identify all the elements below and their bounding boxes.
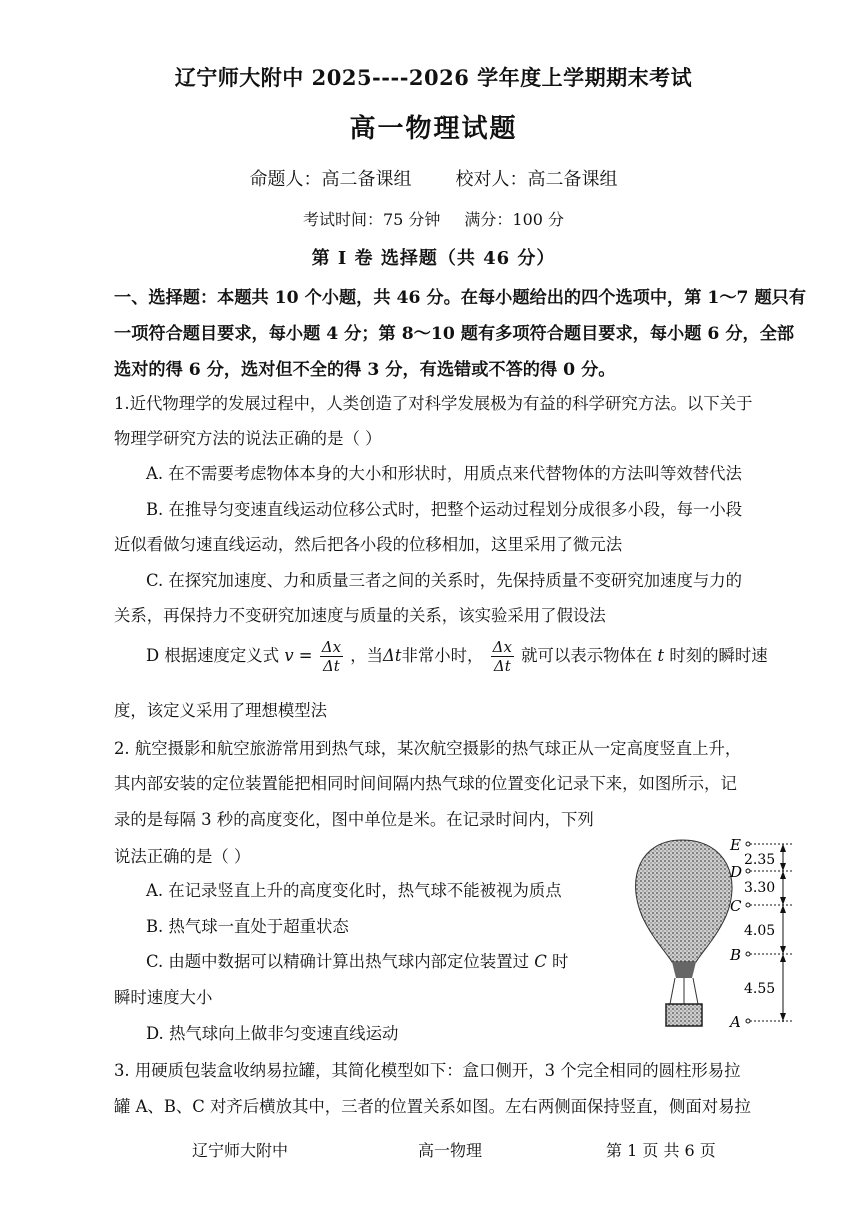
q2-option-d: D. 热气球向上做非匀变速直线运动: [146, 1024, 399, 1043]
q1-d-suffix1: 就可以表示物体在: [521, 646, 653, 665]
balloon-figure: [620, 828, 810, 1038]
q1-d-mid: ，当: [350, 646, 384, 665]
instruction-line: 选对的得 6 分，选对但不全的得 3 分，有选错或不答的得 0 分。: [114, 360, 616, 380]
q2-option-c-line-1: [146, 948, 568, 972]
fraction-denominator: Δt: [493, 657, 511, 675]
q1-option-d-line-1: [146, 638, 768, 675]
exam-info-line: [0, 207, 867, 230]
fraction-numerator: Δx: [492, 638, 512, 656]
footer-school: 辽宁师大附中: [192, 1141, 289, 1160]
q1-d-suffix2: 时刻的瞬时速: [669, 646, 768, 665]
q3-stem-line-2: 罐 A、B、C 对齐后横放其中，三者的位置关系如图。左右两侧面保持竖直，侧面对易拉: [114, 1097, 751, 1116]
point-label: A: [730, 1013, 741, 1031]
velocity-fraction: [320, 638, 343, 675]
checker-text: 校对人：高二备课组: [455, 169, 618, 190]
section-instructions: [114, 280, 814, 388]
q3-stem-line-1: 3. 用硬质包装盒收纳易拉罐，其简化模型如下：盒口侧开，3 个完全相同的圆柱形易拉: [114, 1061, 741, 1080]
author-line: [0, 165, 867, 191]
exam-score-text: 满分：100 分: [464, 210, 565, 229]
exam-time-text: 考试时间：75 分钟: [302, 210, 441, 229]
fraction-denominator: Δt: [322, 657, 340, 675]
volume-heading: 第 Ⅰ 卷 选择题（共 46 分）: [311, 248, 556, 269]
segment-labels: [744, 852, 775, 997]
ratio-fraction: [491, 638, 514, 675]
fraction-numerator: Δx: [321, 638, 342, 656]
point-label: B: [730, 946, 742, 964]
hot-air-balloon: [636, 840, 733, 1026]
q2-c-pre: C. 由题中数据可以精确计算出热气球内部定位装置过: [146, 952, 535, 971]
q2-stem-line-2: 其内部安装的定位装置能把相同时间间隔内热气球的位置变化记录下来，如图所示，记: [114, 774, 737, 793]
q1-option-c-line-2: 关系，再保持力不变研究加速度与质量的关系，该实验采用了假设法: [114, 606, 606, 625]
point-label: C: [730, 897, 742, 915]
delta-t-symbol: Δt: [383, 646, 402, 665]
exam-title: 辽宁师大附中 2025----2026 学年度上学期期末考试: [174, 65, 693, 90]
velocity-symbol: v =: [284, 646, 313, 665]
segment-length: 3.30: [744, 880, 776, 896]
q2-option-c-line-2: 瞬时速度大小: [114, 988, 213, 1007]
footer-page: 第 1 页 共 6 页: [606, 1141, 716, 1160]
time-symbol: t: [657, 646, 665, 665]
instruction-line: 一、选择题：本题共 10 个小题，共 46 分。在每小题给出的四个选项中，第 1～7 题只有: [114, 288, 807, 308]
q2-stem-line-4: 说法正确的是（ ）: [114, 847, 251, 866]
exam-subtitle: 高一物理试题: [349, 114, 518, 144]
segment-length: 2.35: [744, 852, 776, 868]
instruction-line: 一项符合题目要求，每小题 4 分；第 8～10 题有多项符合题目要求，每小题 6 分，全部: [114, 324, 795, 344]
q1-stem-line-2: 物理学研究方法的说法正确的是（ ）: [114, 429, 382, 448]
q2-stem-line-3: 录的是每隔 3 秒的高度变化，图中单位是米。在记录时间内，下列: [114, 810, 594, 829]
q2-stem-line-1: 2. 航空摄影和航空旅游常用到热气球，某次航空摄影的热气球正从一定高度竖直上升，: [114, 739, 742, 758]
q1-option-c-line-1: C. 在探究加速度、力和质量三者之间的关系时，先保持质量不变研究加速度与力的: [146, 571, 743, 590]
point-label: D: [730, 863, 743, 881]
q1-option-a: A. 在不需要考虑物体本身的大小和形状时，用质点来代替物体的方法叫等效替代法: [146, 464, 742, 483]
q1-option-d-line-2: 度，该定义采用了理想模型法: [114, 701, 328, 720]
q2-option-a: A. 在记录竖直上升的高度变化时，热气球不能被视为质点: [146, 881, 562, 900]
point-c-symbol: C: [534, 952, 547, 971]
q1-option-b-line-2: 近似看做匀速直线运动，然后把各小段的位移相加，这里采用了微元法: [114, 535, 623, 554]
segment-length: 4.55: [744, 981, 776, 997]
q1-stem-line-1: 1.近代物理学的发展过程中，人类创造了对科学发展极为有益的科学研究方法。以下关于: [114, 394, 753, 413]
q2-c-post: 时: [546, 952, 569, 971]
setter-text: 命题人：高二备课组: [249, 169, 412, 190]
segment-length: 4.05: [744, 923, 776, 939]
point-label: E: [730, 836, 741, 854]
q2-option-b: B. 热气球一直处于超重状态: [146, 917, 349, 936]
q1-d-prefix: D 根据速度定义式: [146, 646, 280, 665]
q1-option-b-line-1: B. 在推导匀变速直线运动位移公式时，把整个运动过程划分成很多小段，每一小段: [146, 500, 743, 519]
footer-subject: 高一物理: [418, 1141, 483, 1160]
q1-d-mid2: 非常小时，: [401, 646, 484, 665]
